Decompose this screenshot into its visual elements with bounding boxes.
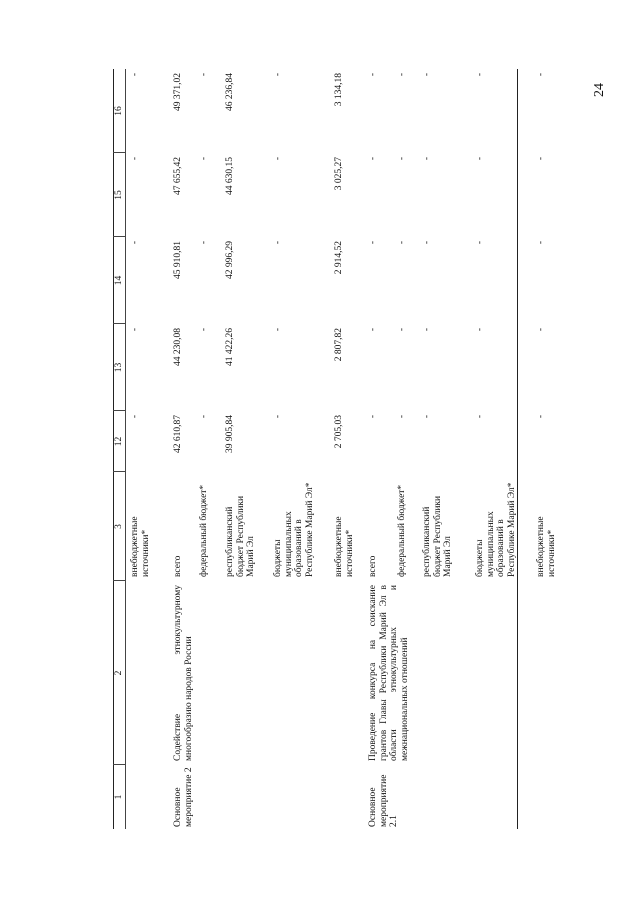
row-value-cell: - xyxy=(368,328,378,332)
row-value-cell: - xyxy=(273,328,283,332)
row-value-cell: - xyxy=(273,415,283,419)
row-value-cell: - xyxy=(397,73,407,77)
row-value-cell: - xyxy=(130,73,140,77)
row-value-cell: - xyxy=(397,328,407,332)
row-value-cell: - xyxy=(422,415,432,419)
row-value-cell: - xyxy=(130,241,140,245)
row-value-cell: - xyxy=(475,157,485,161)
row-value-cell: 42 610,87 xyxy=(173,415,183,453)
header-col-15: 15 xyxy=(114,190,124,200)
row-value-cell: 45 910,81 xyxy=(173,241,183,279)
row-value-cell: - xyxy=(368,157,378,161)
header-col-13: 13 xyxy=(114,362,124,373)
row-value-cell: - xyxy=(536,328,546,332)
row-value-cell: 3 134,18 xyxy=(334,73,344,107)
header-col-12: 12 xyxy=(114,436,124,447)
row-activity-description: Проведение конкурса на соискание грантов Главы Республики Марий Эл в области этнокультурных и межнациональных отношений xyxy=(368,585,410,761)
row-funding-source: внебюджетные источники* xyxy=(130,516,151,577)
row-value-cell: - xyxy=(199,328,209,332)
row-activity-code: Основное мероприятие 2 xyxy=(173,767,194,827)
row-value-cell: - xyxy=(130,328,140,332)
row-value-cell: 42 996,29 xyxy=(225,241,235,279)
row-value-cell: - xyxy=(199,73,209,77)
header-col-3: 3 xyxy=(114,524,124,529)
row-value-cell: - xyxy=(199,157,209,161)
row-funding-source: внебюджетные источники* xyxy=(334,516,355,577)
row-value-cell: - xyxy=(475,415,485,419)
row-value-cell: - xyxy=(422,328,432,332)
row-value-cell: - xyxy=(368,415,378,419)
row-value-cell: 44 630,15 xyxy=(225,157,235,195)
row-funding-source: внебюджетные источники* xyxy=(536,516,557,577)
row-funding-source: федеральный бюджет* xyxy=(397,484,407,577)
budget-table xyxy=(113,69,557,829)
row-value-cell: 3 025,27 xyxy=(334,157,344,191)
row-value-cell: - xyxy=(422,157,432,161)
header-col-14: 14 xyxy=(114,275,124,286)
header-bottom-rule xyxy=(125,69,126,829)
row-value-cell: 49 371,02 xyxy=(173,73,183,111)
header-col-2: 2 xyxy=(114,670,124,676)
row-value-cell: - xyxy=(130,415,140,419)
row-funding-source: всего xyxy=(368,555,378,577)
header-col-1: 1 xyxy=(114,794,124,800)
row-value-cell: 2 807,82 xyxy=(334,328,344,362)
row-value-cell: - xyxy=(536,157,546,161)
row-activity-code: Основное мероприятие 2.1 xyxy=(368,774,399,827)
row-funding-source: республиканский бюджет Республики Марий Эл xyxy=(225,495,256,577)
table-bottom-rule xyxy=(517,69,518,829)
row-value-cell: - xyxy=(273,241,283,245)
row-value-cell: - xyxy=(273,157,283,161)
row-value-cell: 39 905,84 xyxy=(225,415,235,453)
row-value-cell: - xyxy=(536,415,546,419)
row-funding-source: федеральный бюджет* xyxy=(199,484,209,577)
row-funding-source: бюджеты муниципальных образований в Республике Марий Эл* xyxy=(273,482,315,577)
row-value-cell: - xyxy=(368,73,378,77)
row-value-cell: - xyxy=(199,241,209,245)
row-value-cell: - xyxy=(397,157,407,161)
row-value-cell: - xyxy=(422,73,432,77)
row-value-cell: - xyxy=(475,241,485,245)
row-funding-source: всего xyxy=(173,555,183,577)
header-col-16: 16 xyxy=(114,106,124,116)
row-value-cell: 2 914,52 xyxy=(334,241,344,275)
row-value-cell: - xyxy=(130,157,140,161)
row-value-cell: - xyxy=(397,241,407,245)
row-value-cell: - xyxy=(368,241,378,245)
row-value-cell: - xyxy=(475,73,485,77)
row-value-cell: - xyxy=(536,73,546,77)
row-value-cell: 2 705,03 xyxy=(334,415,344,449)
row-value-cell: - xyxy=(397,415,407,419)
row-value-cell: - xyxy=(536,241,546,245)
row-value-cell: - xyxy=(273,73,283,77)
row-value-cell: - xyxy=(475,328,485,332)
row-funding-source: республиканский бюджет Республики Марий Эл xyxy=(422,495,453,577)
page-number: 24 xyxy=(592,83,607,97)
row-value-cell: - xyxy=(199,415,209,419)
row-activity-description: Содействие этнокультурному многообразию народов России xyxy=(173,585,194,761)
row-value-cell: 46 236,84 xyxy=(225,73,235,111)
row-value-cell: 44 230,08 xyxy=(173,328,183,366)
row-value-cell: 41 422,26 xyxy=(225,328,235,366)
row-value-cell: 47 655,42 xyxy=(173,157,183,195)
row-funding-source: бюджеты муниципальных образований в Республике Марий Эл* xyxy=(475,482,517,577)
row-value-cell: - xyxy=(422,241,432,245)
